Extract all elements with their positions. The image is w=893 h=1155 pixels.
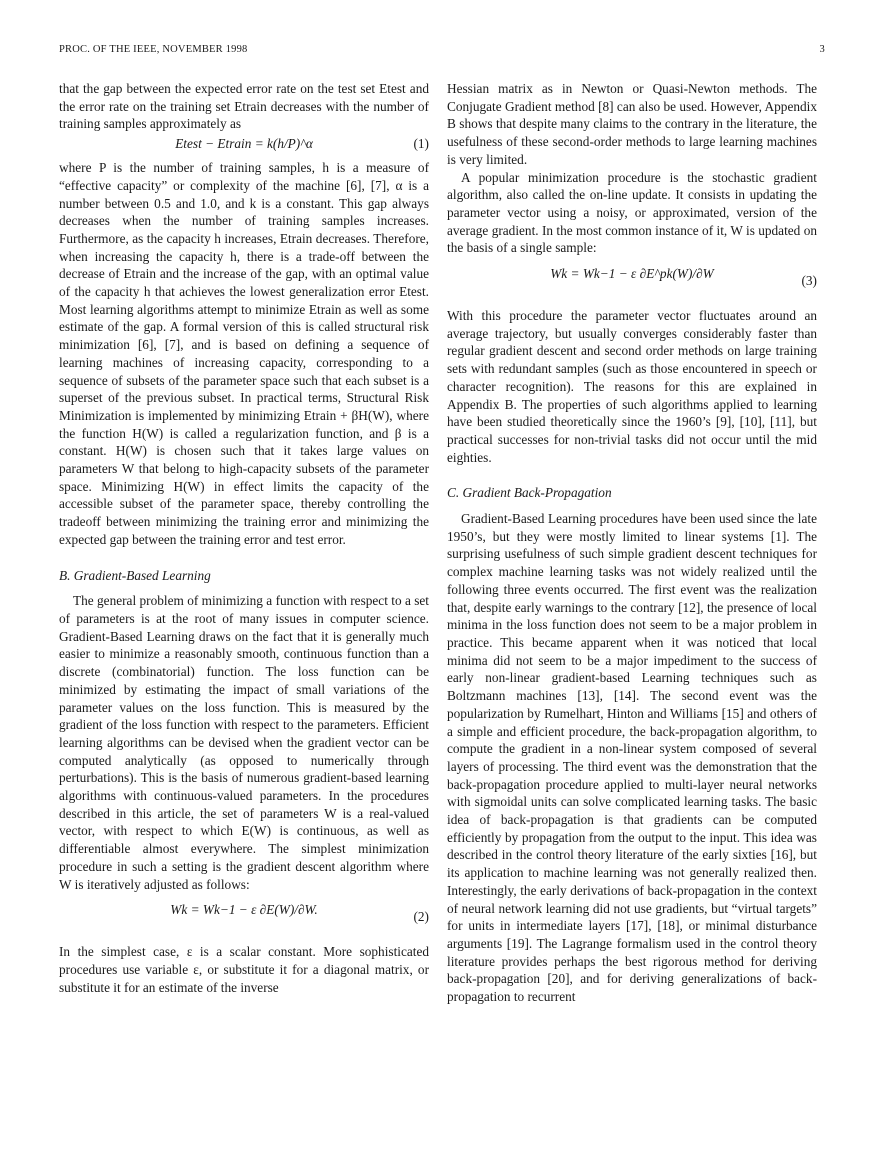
- equation-1: [59, 135, 429, 155]
- paragraph: In the simplest case, ε is a scalar constant. More sophisticated procedures use variable ε, or substitute it for a diagonal matrix, or substitute it for an estimate of the inverse: [59, 944, 429, 995]
- section-heading: C. Gradient Back-Propagation: [447, 485, 612, 501]
- equation-body: Wk = Wk−1 − ε ∂E(W)/∂W.: [170, 902, 318, 918]
- paragraph: Hessian matrix as in Newton or Quasi-Newton methods. The Conjugate Gradient method [8] can also be used. However, Appendix B shows that despite many claims to the contrary in the literature, the usefulness of these second-order methods to large learning machines is very limited.: [447, 81, 817, 167]
- paragraph: A popular minimization procedure is the stochastic gradient algorithm, also called the on-line update. It consists in updating the parameter vector using a noisy, or approximated, version of the average gradient. In the most common instance of it, W is updated on the basis of a single sample:: [447, 169, 817, 256]
- page-number: 3: [819, 44, 825, 55]
- equation-2: [59, 895, 429, 939]
- paragraph: The general problem of minimizing a function with respect to a set of parameters is at the root of many issues in computer science. Gradient-Based Learning draws on the fact that it is generally much easier to minimize a reasonably smooth, continuous function than a discrete (combinatorial) function. The loss function can be minimized by estimating the impact of small variations of the parameter values on the loss function. This is measured by the gradient of the loss function with respect to the parameters. Efficient learning algorithms can be devised when the gradient vector can be computed analytically (as opposed to numerically through perturbations). This is the basis of numerous gradient-based learning algorithms with continuous-valued parameters. In the procedures described in this article, the set of parameters W is a real-valued vector, with respect to which E(W) is continuous, as well as differentiable almost everywhere. The simplest minimization procedure in such a setting is the gradient descent algorithm where W is iteratively adjusted as follows:: [59, 593, 429, 892]
- equation-number: (3): [801, 273, 817, 289]
- equation-number: (1): [413, 136, 429, 152]
- left-column: [59, 80, 429, 996]
- equation-body: Etest − Etrain = k(h/P)^α: [175, 136, 313, 152]
- running-header: [59, 44, 825, 55]
- paragraph: that the gap between the expected error rate on the test set Etest and the error rate on the training set Etrain decreases with the number of training samples approximately as: [59, 81, 429, 132]
- paragraph: With this procedure the parameter vector fluctuates around an average trajectory, but usually converges considerably faster than regular gradient descent and second order methods on large training sets with redundant samples (such as those encountered in speech or character recognition). The reasons for this are explained in Appendix B. The properties of such algorithms applied to learning have been studied theoretically since the 1960’s [9], [10], [11], but practical successes for non-trivial tasks did not occur until the mid eighties.: [447, 308, 817, 465]
- equation-3: [447, 259, 817, 303]
- paragraph: Gradient-Based Learning procedures have been used since the late 1950’s, but they were mostly limited to linear systems [1]. The surprising usefulness of such simple gradient descent techniques for complex machine learning tasks was not widely realized until the following three events occurred. The first event was the realization that, despite early warnings to the contrary [12], the presence of local minima in the loss function does not seem to be a major problem in practice. This became apparent when it was noticed that local minima did not seem to be a major impediment to the success of early non-linear gradient-based Learning techniques such as Boltzmann machines [13], [14]. The second event was the popularization by Rumelhart, Hinton and Williams [15] and others of a simple and efficient procedure, the back-propagation algorithm, to compute the gradient in a non-linear system composed of several layers of processing. The third event was the demonstration that the back-propagation procedure applied to multi-layer neural networks with sigmoidal units can solve complicated learning tasks. The basic idea of back-propagation is that gradients can be computed efficiently by propagation from the output to the input. This idea was described in the control theory literature of the early sixties [16], but its application to machine learning was not generally realized then. Interestingly, the early derivations of back-propagation in the context of neural network learning did not use gradients, but “virtual targets” for units in intermediate layers [17], [18], or minimal disturbance arguments [19]. The Lagrange formalism used in the control theory literature provides perhaps the best rigorous method for deriving back-propagation [20], and for deriving generalizations of back-propagation to recurrent: [447, 511, 817, 1005]
- right-column: [447, 80, 817, 1006]
- equation-number: (2): [413, 909, 429, 925]
- equation-body: Wk = Wk−1 − ε ∂E^pk(W)/∂W: [550, 266, 714, 282]
- section-heading: B. Gradient-Based Learning: [59, 567, 211, 583]
- paragraph: where P is the number of training samples, h is a measure of “effective capacity” or complexity of the machine [6], [7], α is a number between 0.5 and 1.0, and k is a constant. This gap always decreases when the number of training samples increases. Furthermore, as the capacity h increases, Etrain decreases. Therefore, when increasing the capacity h, there is a trade-off between the decrease of Etrain and the increase of the gap, with an optimal value of the capacity h that achieves the lowest generalization error Etest. Most learning algorithms attempt to minimize Etrain as well as some estimate of the gap. A formal version of this is called structural risk minimization [6], [7], and is based on defining a sequence of learning machines of increasing capacity, corresponding to a sequence of subsets of the parameter space such that each subset is a superset of the previous subset. In practical terms, Structural Risk Minimization is implemented by minimizing Etrain + βH(W), where the function H(W) is called a regularization function, and β is a constant. H(W) is chosen such that it takes large values on parameters W that belong to high-capacity subsets of the parameter space. Minimizing H(W) in effect limits the capacity of the accessible subset of the parameter space, thereby controlling the tradeoff between minimizing the training error and minimizing the expected gap between the training error and test error.: [59, 160, 429, 547]
- journal-header: PROC. OF THE IEEE, NOVEMBER 1998: [59, 44, 248, 55]
